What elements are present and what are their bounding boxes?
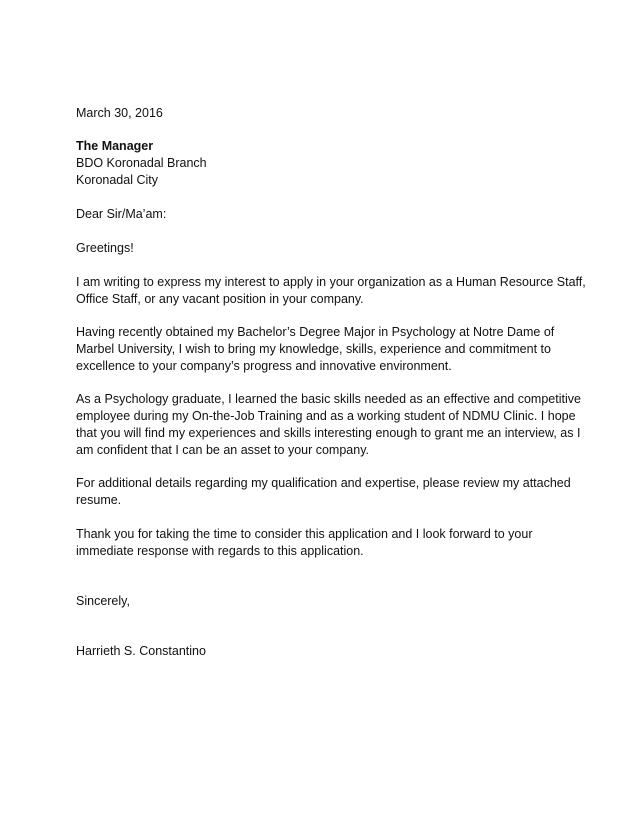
paragraph-line: I am writing to express my interest to apply in your organization as a Human Resource Staff, [76, 275, 586, 289]
paragraph-line: resume. [76, 493, 122, 507]
paragraph-resume [76, 475, 598, 509]
recipient-name: The Manager [76, 139, 154, 153]
paragraph-line: Office Staff, or any vacant position in your company. [76, 292, 364, 306]
paragraph-line: excellence to your company’s progress and innovative environment. [76, 359, 452, 373]
salutation: Dear Sir/Ma’am: [76, 207, 167, 221]
paragraph-line: Having recently obtained my Bachelor’s Degree Major in Psychology at Notre Dame of [76, 325, 555, 339]
paragraph-line: am confident that I can be an asset to your company. [76, 443, 369, 457]
paragraph-intro [76, 274, 598, 308]
recipient-city: Koronadal City [76, 173, 158, 187]
paragraph-thanks [76, 526, 598, 560]
paragraph-line: Marbel University, I wish to bring my knowledge, skills, experience and commitment to [76, 342, 551, 356]
paragraph-education [76, 324, 598, 375]
signature-name: Harrieth S. Constantino [76, 644, 206, 658]
closing: Sincerely, [76, 594, 130, 608]
letter-date: March 30, 2016 [76, 106, 163, 120]
paragraph-line: As a Psychology graduate, I learned the basic skills needed as an effective and competitive [76, 392, 581, 406]
paragraph-line: immediate response with regards to this application. [76, 544, 364, 558]
paragraph-line: employee during my On-the-Job Training and as a working student of NDMU Clinic. I hope [76, 409, 576, 423]
cover-letter [76, 105, 598, 660]
paragraph-line: Thank you for taking the time to consider this application and I look forward to your [76, 527, 533, 541]
recipient-branch: BDO Koronadal Branch [76, 156, 207, 170]
greeting: Greetings! [76, 241, 134, 255]
recipient-block [76, 138, 598, 189]
paragraph-experience [76, 391, 598, 459]
paragraph-line: that you will find my experiences and skills interesting enough to grant me an interview, as I [76, 426, 581, 440]
paragraph-line: For additional details regarding my qualification and expertise, please review my attached [76, 476, 571, 490]
